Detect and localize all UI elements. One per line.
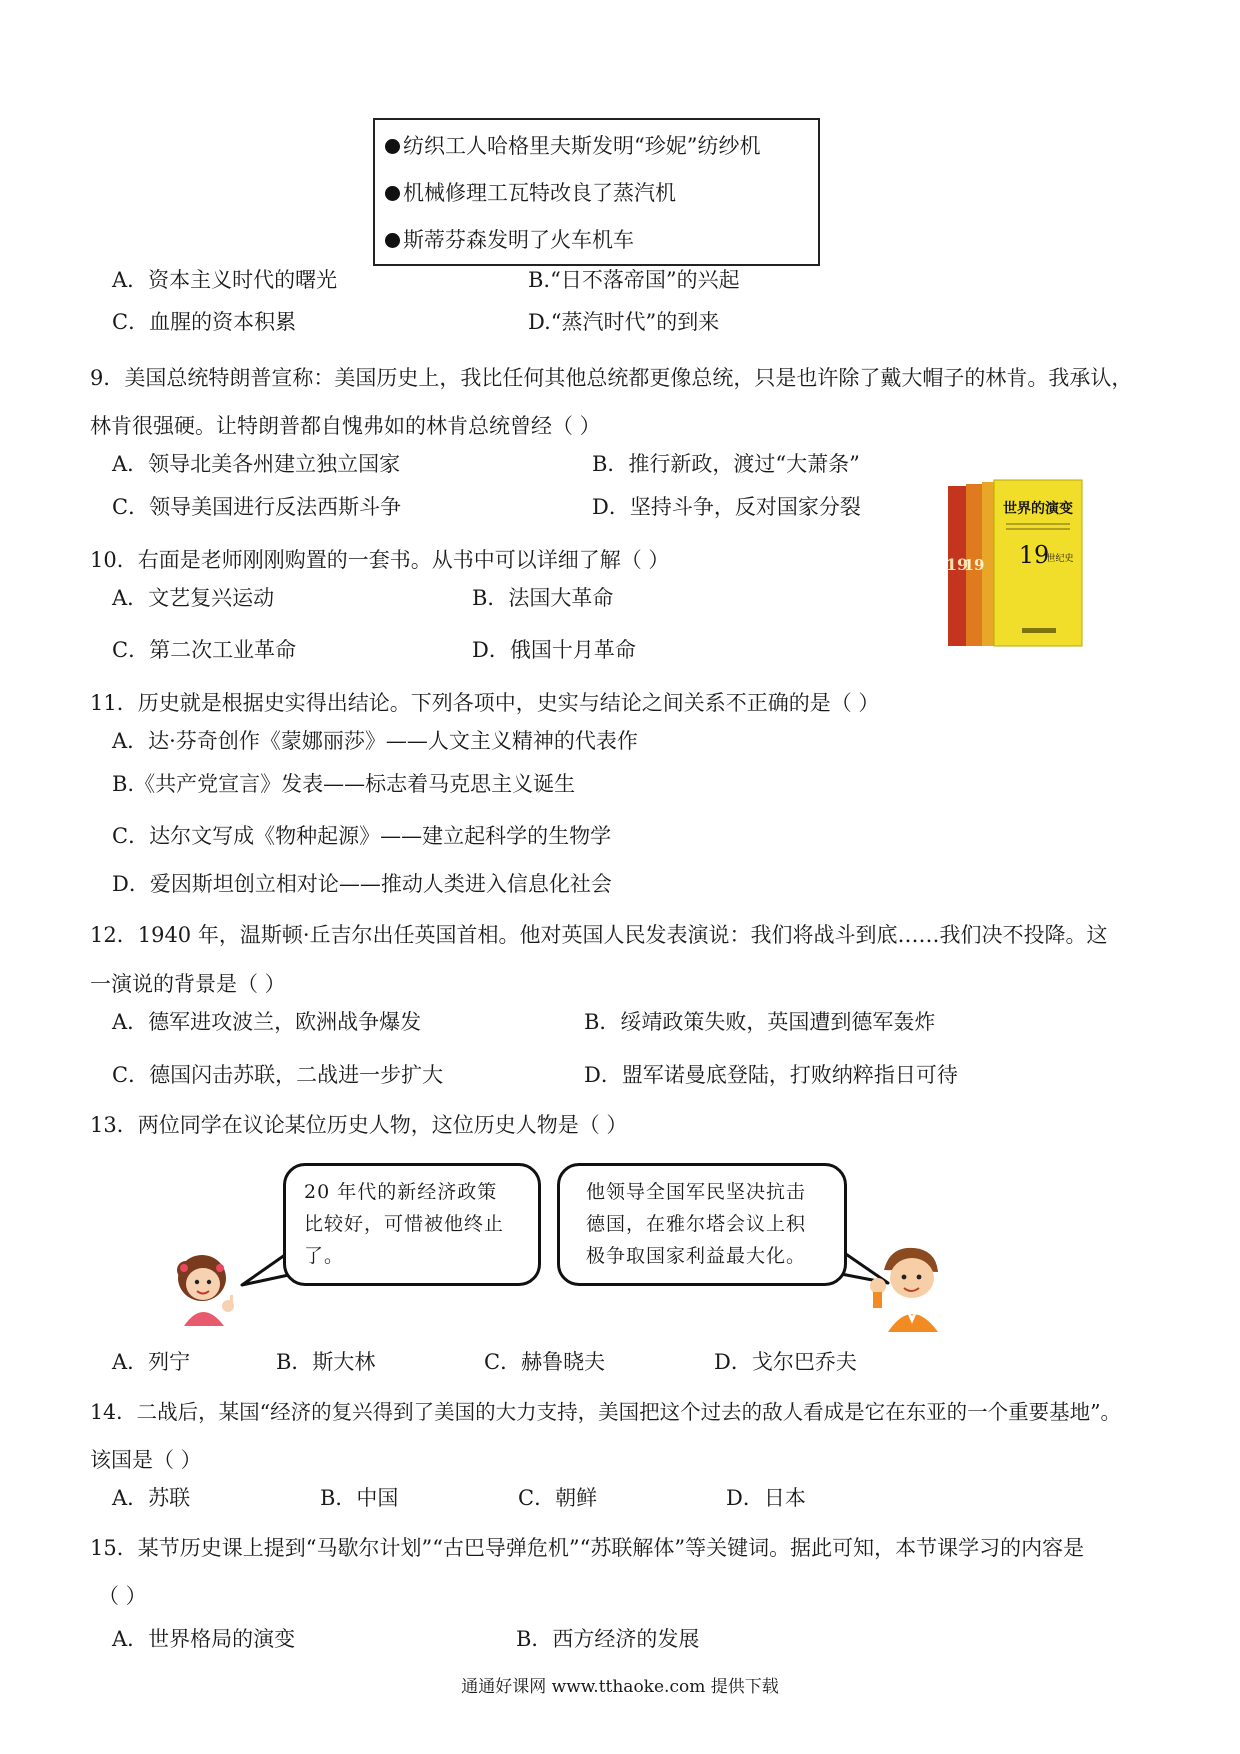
q14-option-b[interactable]: B．中国 — [320, 1486, 399, 1510]
left-bubble-line1: 20 年代的新经济政策 — [304, 1181, 498, 1203]
q14-option-a[interactable]: A．苏联 — [112, 1486, 191, 1510]
right-bubble-line2: 德国，在雅尔塔会议上积 — [586, 1213, 807, 1235]
q10-option-d[interactable]: D．俄国十月革命 — [472, 638, 636, 662]
q13-option-a[interactable]: A．列宁 — [112, 1350, 191, 1374]
q12-option-a[interactable]: A．德军进攻波兰，欧洲战争爆发 — [112, 1010, 422, 1034]
q14-option-c[interactable]: C．朝鲜 — [518, 1486, 598, 1510]
q8-option-c[interactable]: C．血腥的资本积累 — [112, 310, 297, 334]
right-speech-bubble — [557, 1163, 847, 1286]
book-title: 世界的演变 — [1003, 501, 1073, 517]
right-bubble-line3: 极争取国家利益最大化。 — [586, 1245, 807, 1267]
bullet-icon — [385, 186, 400, 201]
boy-student-image — [864, 1240, 954, 1332]
girl-student-image — [176, 1248, 262, 1328]
q15-option-b[interactable]: B．西方经济的发展 — [516, 1627, 700, 1651]
q8-option-d[interactable]: D.“蒸汽时代”的到来 — [528, 310, 720, 334]
book-set-image — [946, 478, 1086, 650]
q9-option-c[interactable]: C．领导美国进行反法西斯斗争 — [112, 495, 402, 519]
book-subtitle: 世纪史 — [1046, 554, 1074, 564]
q10-option-c[interactable]: C．第二次工业革命 — [112, 638, 297, 662]
q11-option-a[interactable]: A．达·芬奇创作《蒙娜丽莎》——人文主义精神的代表作 — [112, 729, 638, 753]
left-bubble-line2: 比较好，可惜被他终止 — [304, 1213, 505, 1235]
q14-stem-line1: 14．二战后，某国“经济的复兴得到了美国的大力支持，美国把这个过去的敌人看成是它在东亚的一个重要基地”。 — [90, 1400, 1122, 1424]
q8-fact-1: 纺织工人哈格里夫斯发明“珍妮”纺纱机 — [385, 132, 760, 160]
q9-stem-line2: 林肯很强硬。让特朗普都自愧弗如的林肯总统曾经（ ） — [90, 414, 601, 438]
book-spine-number: 19 — [946, 555, 969, 574]
bullet-icon — [385, 233, 400, 248]
book-spine-number: 19 — [963, 556, 985, 574]
q9-option-d[interactable]: D．坚持斗争，反对国家分裂 — [592, 495, 861, 519]
q9-stem-line1: 9．美国总统特朗普宣称：美国历史上，我比任何其他总统都更像总统，只是也许除了戴大帽子的林肯。我承认， — [90, 366, 1133, 390]
left-speech-bubble — [283, 1163, 541, 1286]
book-number: 19 — [1018, 541, 1050, 569]
q9-option-b[interactable]: B．推行新政，渡过“大萧条” — [592, 452, 860, 476]
q12-stem-line1: 12．1940 年，温斯顿·丘吉尔出任英国首相。他对英国人民发表演说：我们将战斗到底……我们决不投降。这 — [90, 923, 1108, 947]
q8-option-b[interactable]: B.“日不落帝国”的兴起 — [528, 268, 740, 292]
q12-option-d[interactable]: D．盟军诺曼底登陆，打败纳粹指日可待 — [584, 1063, 958, 1087]
q10-option-a[interactable]: A．文艺复兴运动 — [112, 586, 275, 610]
q15-stem-line1: 15．某节历史课上提到“马歇尔计划”“古巴导弹危机”“苏联解体”等关键词。据此可知，本节课学习的内容是 — [90, 1536, 1085, 1560]
q8-fact-3: 斯蒂芬森发明了火车机车 — [385, 226, 634, 254]
q11-option-d[interactable]: D．爱因斯坦创立相对论——推动人类进入信息化社会 — [112, 872, 612, 896]
right-bubble-line1: 他领导全国军民坚决抗击 — [586, 1181, 807, 1203]
q11-stem: 11．历史就是根据史实得出结论。下列各项中，史实与结论之间关系不正确的是（ ） — [90, 691, 880, 715]
q11-option-b[interactable]: B.《共产党宣言》发表——标志着马克思主义诞生 — [112, 772, 576, 796]
q13-stem: 13．两位同学在议论某位历史人物，这位历史人物是（ ） — [90, 1113, 628, 1137]
q9-option-a[interactable]: A．领导北美各州建立独立国家 — [112, 452, 401, 476]
q11-option-c[interactable]: C．达尔文写成《物种起源》——建立起科学的生物学 — [112, 824, 612, 848]
q12-option-c[interactable]: C．德国闪击苏联，二战进一步扩大 — [112, 1063, 444, 1087]
q8-fact-2: 机械修理工瓦特改良了蒸汽机 — [385, 179, 676, 207]
q12-option-b[interactable]: B．绥靖政策失败，英国遭到德军轰炸 — [584, 1010, 936, 1034]
page-footer: 通通好课网 www.tthaoke.com 提供下载 — [461, 1677, 779, 1697]
q10-stem: 10．右面是老师刚刚购置的一套书。从书中可以详细了解（ ） — [90, 548, 670, 572]
q8-option-a[interactable]: A．资本主义时代的曙光 — [112, 268, 338, 292]
q15-option-a[interactable]: A．世界格局的演变 — [112, 1627, 296, 1651]
q13-option-b[interactable]: B．斯大林 — [276, 1350, 376, 1374]
q8-fact-box — [373, 118, 820, 266]
q12-stem-line2: 一演说的背景是（ ） — [90, 972, 286, 996]
q14-stem-line2: 该国是（ ） — [90, 1448, 202, 1472]
q15-stem-line2: （ ） — [98, 1584, 147, 1608]
bullet-icon — [385, 139, 400, 154]
q13-option-d[interactable]: D．戈尔巴乔夫 — [714, 1350, 857, 1374]
left-bubble-line3: 了。 — [304, 1245, 345, 1267]
q13-option-c[interactable]: C．赫鲁晓夫 — [484, 1350, 606, 1374]
q10-option-b[interactable]: B．法国大革命 — [472, 586, 614, 610]
q14-option-d[interactable]: D．日本 — [726, 1486, 806, 1510]
